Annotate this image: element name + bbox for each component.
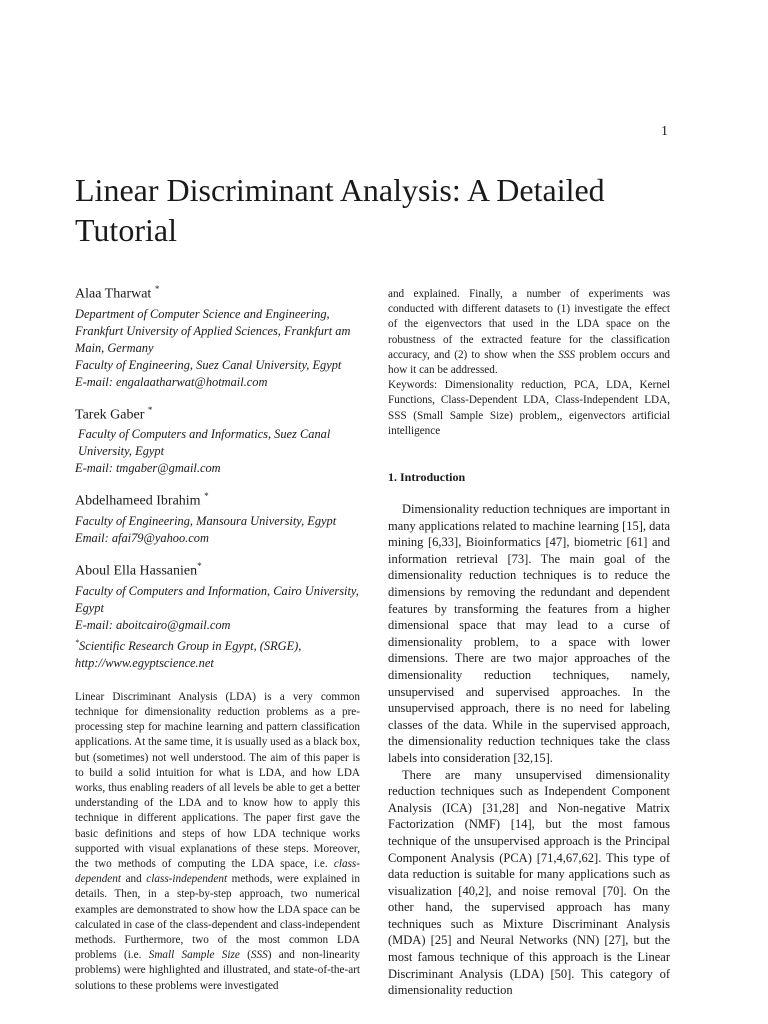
author-name: Abdelhameed Ibrahim *: [75, 491, 209, 509]
body-paragraph: Dimensionality reduction techniques are important in many applications related to machine learning [15], data mining [6,33], Bioinformatics [47], biometric [61] and information retrieval [73]. The main goal of the dimensionality reduction techniques is to reduce the dimensions by removing the redundant and dependent features by transforming the features from a higher dimensional space that may lead to a curse of dimensionality problem, to a space with lower dimensions. There are two major approaches of the dimensionality reduction techniques, namely, unsupervised and supervised approaches. In the unsupervised approach, there is no need for labeling classes of the data. While in the supervised approach, the dimensionality reduction techniques take the class labels into consideration [32,15].: [388, 502, 670, 765]
keywords: Keywords: Dimensionality reduction, PCA, LDA, Kernel Functions, Class-Dependent LDA, Class-Independent LDA, SSS (Small Sample Size) problem,, eigenvectors artificial intelligence: [388, 379, 670, 437]
paper-title: Linear Discriminant Analysis: A Detailed Tutorial: [75, 172, 605, 248]
email-line: E-mail: tmgaber@gmail.com: [75, 461, 221, 476]
author-block: [75, 557, 360, 672]
page-number: 1: [661, 124, 668, 139]
affiliation-line: Faculty of Computers and Information, Cairo University, Egypt: [75, 583, 359, 615]
author-name: Alaa Tharwat *: [75, 284, 160, 302]
author-mark: *: [197, 560, 202, 571]
abstract-continuation: [388, 287, 670, 439]
section-heading: 1. Introduction: [388, 470, 466, 485]
email-line: Email: afai79@yahoo.com: [75, 530, 209, 545]
author-name: Tarek Gaber *: [75, 404, 153, 423]
body-paragraph: There are many unsupervised dimensionality reduction techniques such as Independent Component Analysis (ICA) [31,28] and Non-negative Matrix Factorization (NMF) [14], but the most famous technique of the unsupervised approach is the Principal Component Analysis (PCA) [71,4,67,62]. This type of data reduction is suitable for many applications such as visualization [40,2], and noise removal [70]. On the other hand, the supervised approach has many techniques such as Mixture Discriminant Analysis (MDA) [25] and Neural Networks (NN) [27], but the most famous technique of this approach is the Linear Discriminant Analysis (LDA) [50]. This category of dimensionality reduction: [388, 767, 670, 998]
abstract-paragraph: and explained. Finally, a number of experiments was conducted with different datasets to (1) investigate the effect of the eigenvectors that used in the LDA space on the robustness of the extracted feature for the classification accuracy, and (2) to show when the SSS problem occurs and how it can be addressed.: [388, 288, 671, 377]
affiliation-line: Department of Computer Science and Engineering, Frankfurt University of Applied Sciences, Frankfurt am Main, Germany: [75, 306, 351, 355]
affiliation-line: Faculty of Computers and Informatics, Suez Canal University, Egypt: [78, 427, 331, 459]
author-mark: *: [204, 491, 209, 502]
author-block: [75, 401, 360, 478]
section-body: [388, 501, 670, 999]
author-block: [75, 487, 360, 547]
author-name: Aboul Ella Hassanien*: [75, 560, 202, 579]
author-mark: *: [154, 284, 160, 294]
author-block: [75, 280, 360, 391]
abstract: [75, 690, 360, 994]
right-column: [388, 287, 670, 999]
abstract-paragraph: Linear Discriminant Analysis (LDA) is a very common technique for dimensionality reduction problems as a pre-processing step for machine learning and pattern classification applications. At the same time, it is usually used as a black box, but (sometimes) not well understood. The aim of this paper is to build a solid intuition for what is LDA, and how LDA works, thus enabling readers of all levels be able to get a better understanding of the LDA and to know how to apply this technique in different applications. The paper first gave the basic definitions and steps of how LDA technique works supported with visual explanations of these steps. Moreover, the two methods of computing the LDA space, i.e. class-dependent and class-independent methods, were explained in details. Then, in a step-by-step approach, two numerical examples are demonstrated to show how the LDA space can be calculated in case of the class-dependent and class-independent methods. Furthermore, two of the most common LDA problems (i.e. Small Sample Size (SSS) and non-linearity problems) were highlighted and illustrated, and state-of-the-art solutions to these problems were investigated: [75, 690, 361, 992]
author-mark: *: [147, 404, 153, 415]
affiliation-line: Faculty of Engineering, Mansoura University, Egypt: [75, 513, 337, 528]
left-column: [75, 280, 360, 994]
email-line: E-mail: aboitcairo@gmail.com: [75, 617, 231, 632]
affiliation-line: Faculty of Engineering, Suez Canal University, Egypt: [75, 357, 342, 372]
footnote-line: *Scientific Research Group in Egypt, (SRGE), http://www.egyptscience.net: [75, 637, 302, 670]
email-line: E-mail: engalaatharwat@hotmail.com: [75, 374, 268, 389]
